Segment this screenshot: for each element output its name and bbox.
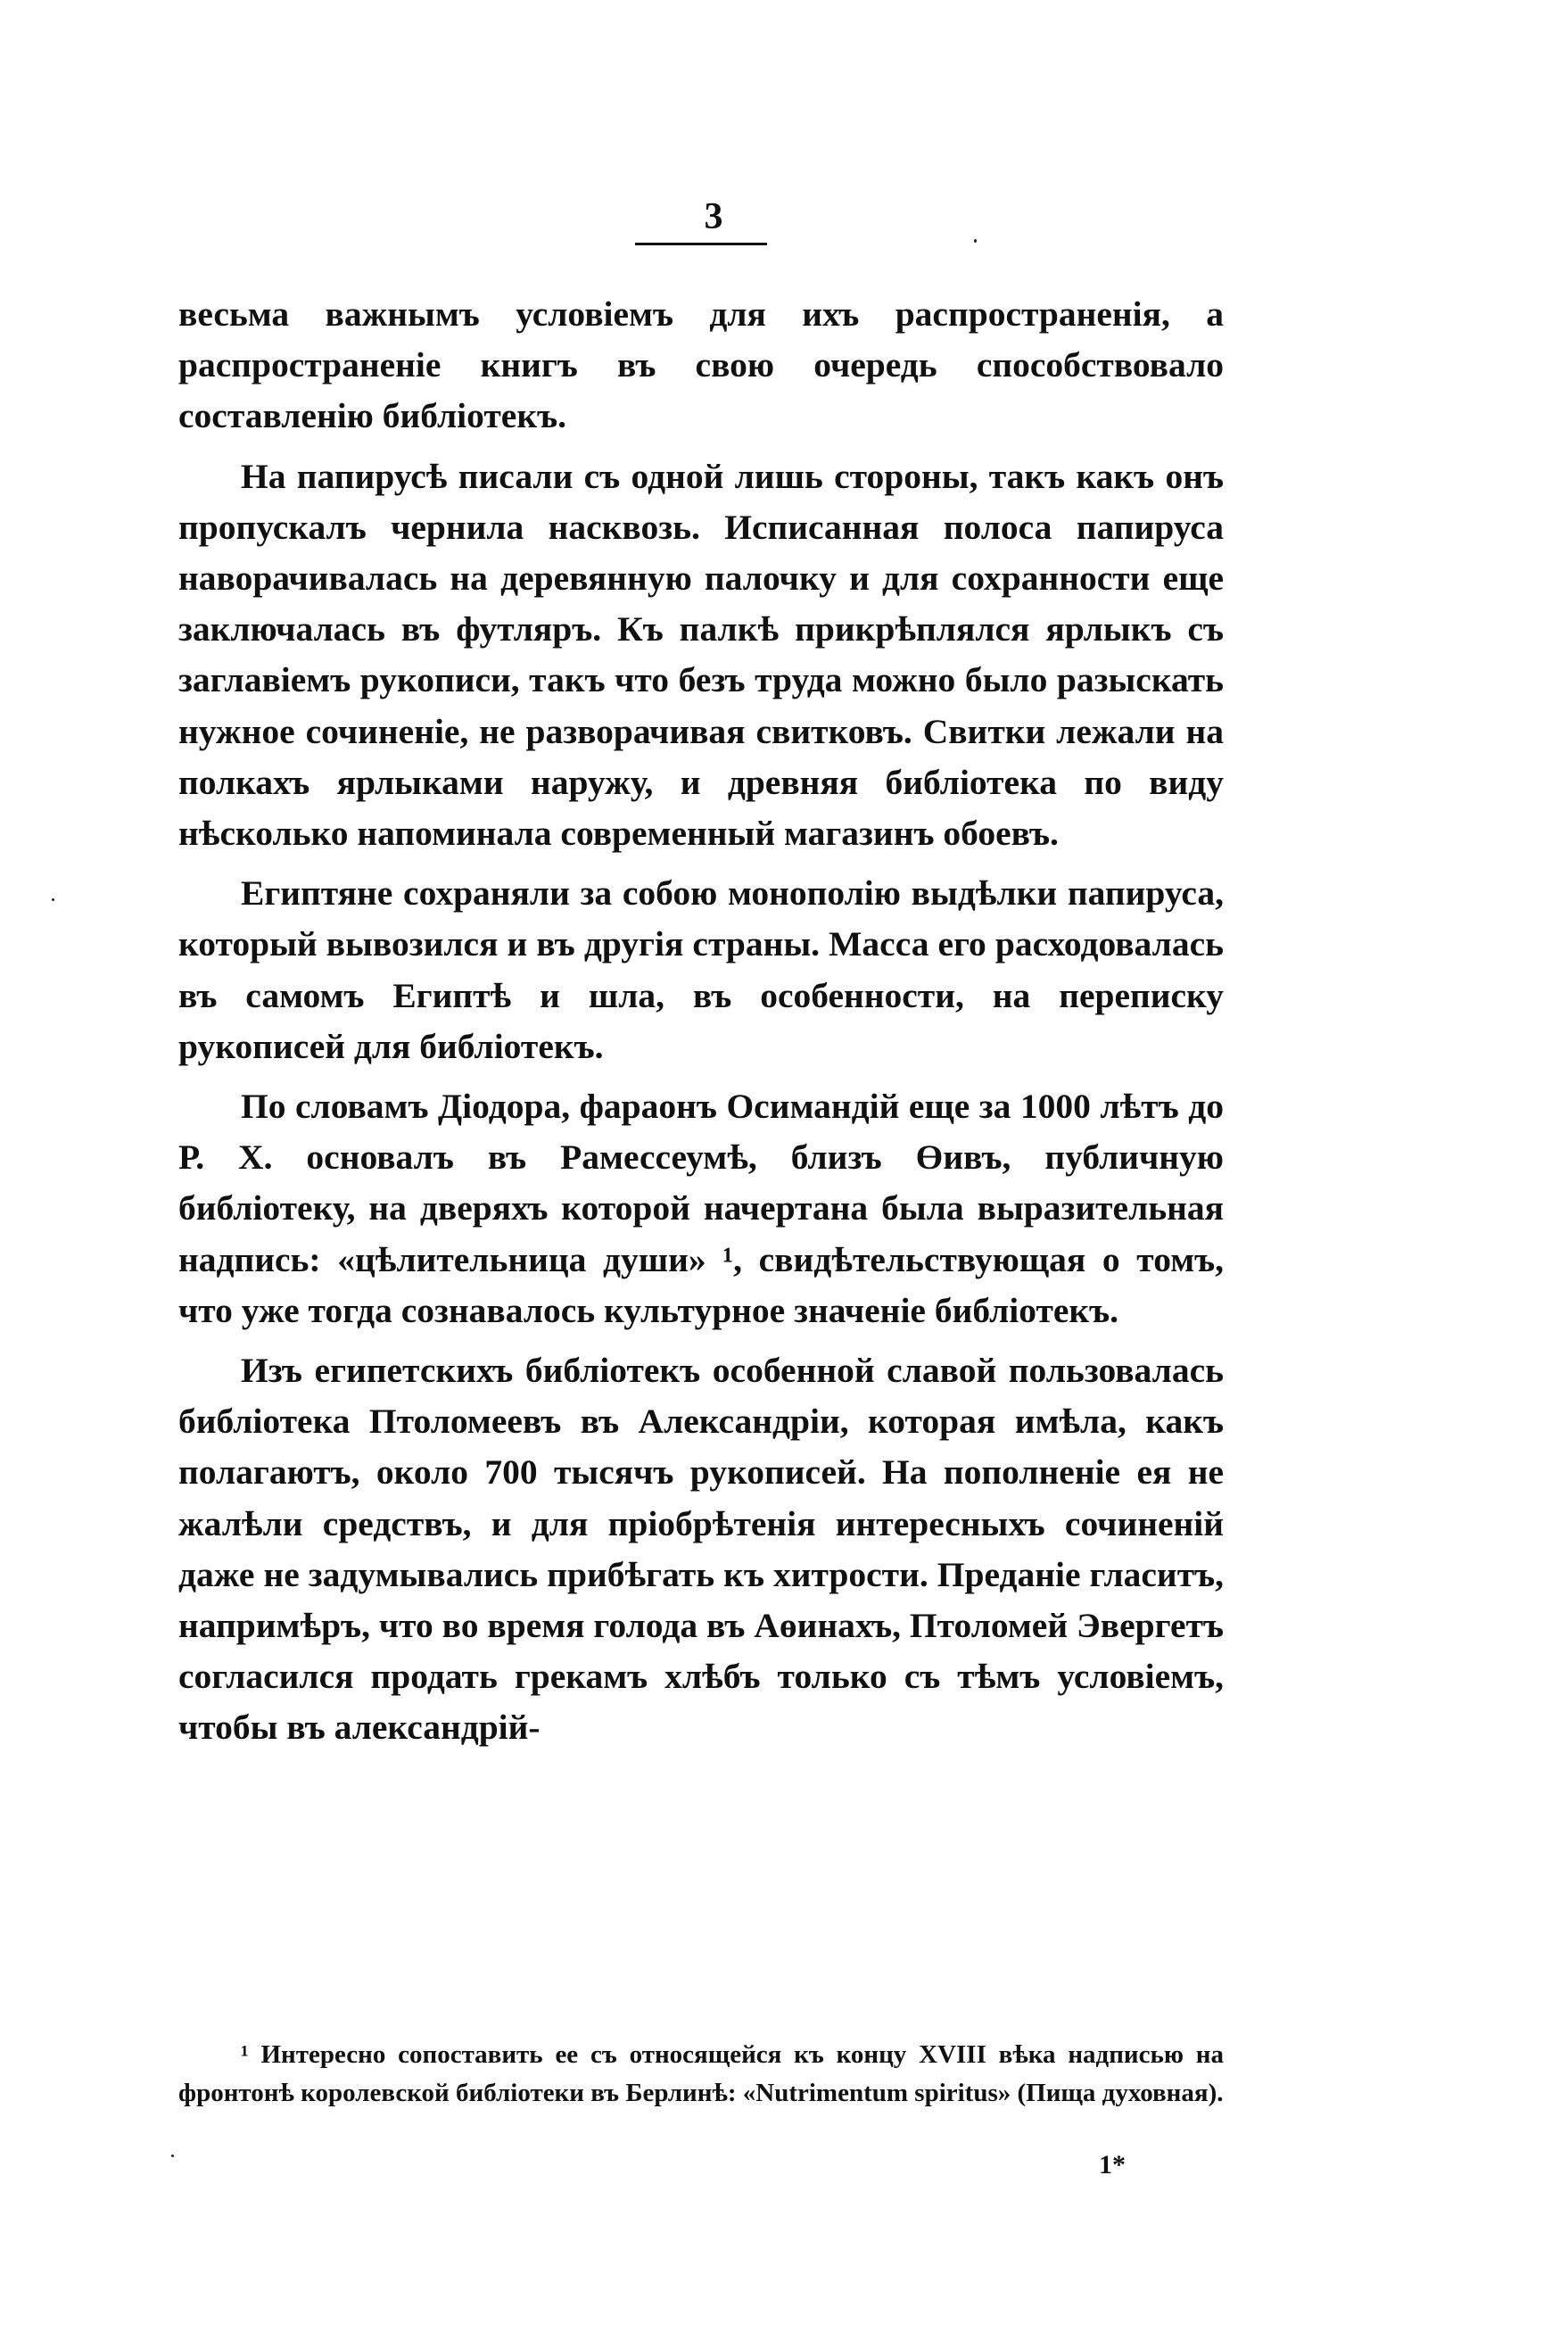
scan-speck — [52, 898, 54, 901]
paragraph: Египтяне сохраняли за собою монополію выдѣлки папируса, который вывозился и въ другія страны. Масса его расходовалась въ самомъ Египтѣ и шла, въ особенности, на переписку рукописей для библіотекъ. — [178, 873, 1224, 1066]
paragraph-continued: весьма важнымъ условіемъ для ихъ распространенія, а распространеніе книгъ въ свою очередь способствовало составленію библіотекъ. — [178, 294, 1224, 436]
body-text — [178, 289, 1224, 1763]
scan-speck — [974, 239, 977, 243]
paragraph: На папирусѣ писали съ одной лишь стороны, такъ какъ онъ пропускалъ чернила насквозь. Исписанная полоса папируса наворачивалась на деревянную палочку и для сохранности еще заключалась въ футляръ. Къ палкѣ прикрѣплялся ярлыкъ съ заглавіемъ рукописи, такъ что безъ труда можно было разыскать нужное сочиненіе, не разворачивая свитковъ. Свитки лежали на полкахъ ярлыками наружу, и древняя библіотека по виду нѣсколько напоминала современный магазинъ обоевъ. — [178, 456, 1224, 854]
paragraph: Изъ египетскихъ библіотекъ особенной славой пользовалась библіотека Птоломеевъ въ Александріи, которая имѣла, какъ полагаютъ, около 700 тысячъ рукописей. На пополненіе ея не жалѣли средствъ, и для пріобрѣтенія интересныхъ сочиненій даже не задумывались прибѣгать къ хитрости. Преданіе гласитъ, напримѣръ, что во время голода въ Аөинахъ, Птоломей Эвергетъ согласился продать грекамъ хлѣбъ только съ тѣмъ условіемъ, чтобы въ александрій- — [178, 1351, 1224, 1748]
footnote: ¹ Интересно сопоставить ее съ относящейся къ концу XVIII вѣка надписью на фронтонѣ королевской библіотеки въ Берлинѣ: «Nutrimentum spiritus» (Пища духовная). — [178, 2040, 1224, 2107]
scan-speck — [171, 2155, 174, 2157]
page-number-rule — [635, 243, 767, 245]
signature-mark: 1* — [1099, 2150, 1126, 2179]
paragraph: По словамъ Діодора, фараонъ Осимандій еще за 1000 лѣтъ до Р. Х. основалъ въ Рамессеумѣ, близъ Өивъ, публичную библіотеку, на дверяхъ которой начертана была выразительная надпись: «цѣлительница души» ¹, свидѣтельствующая о томъ, что уже тогда сознавалось культурное значеніе библіотекъ. — [178, 1087, 1224, 1330]
page-number: 3 — [704, 196, 723, 237]
